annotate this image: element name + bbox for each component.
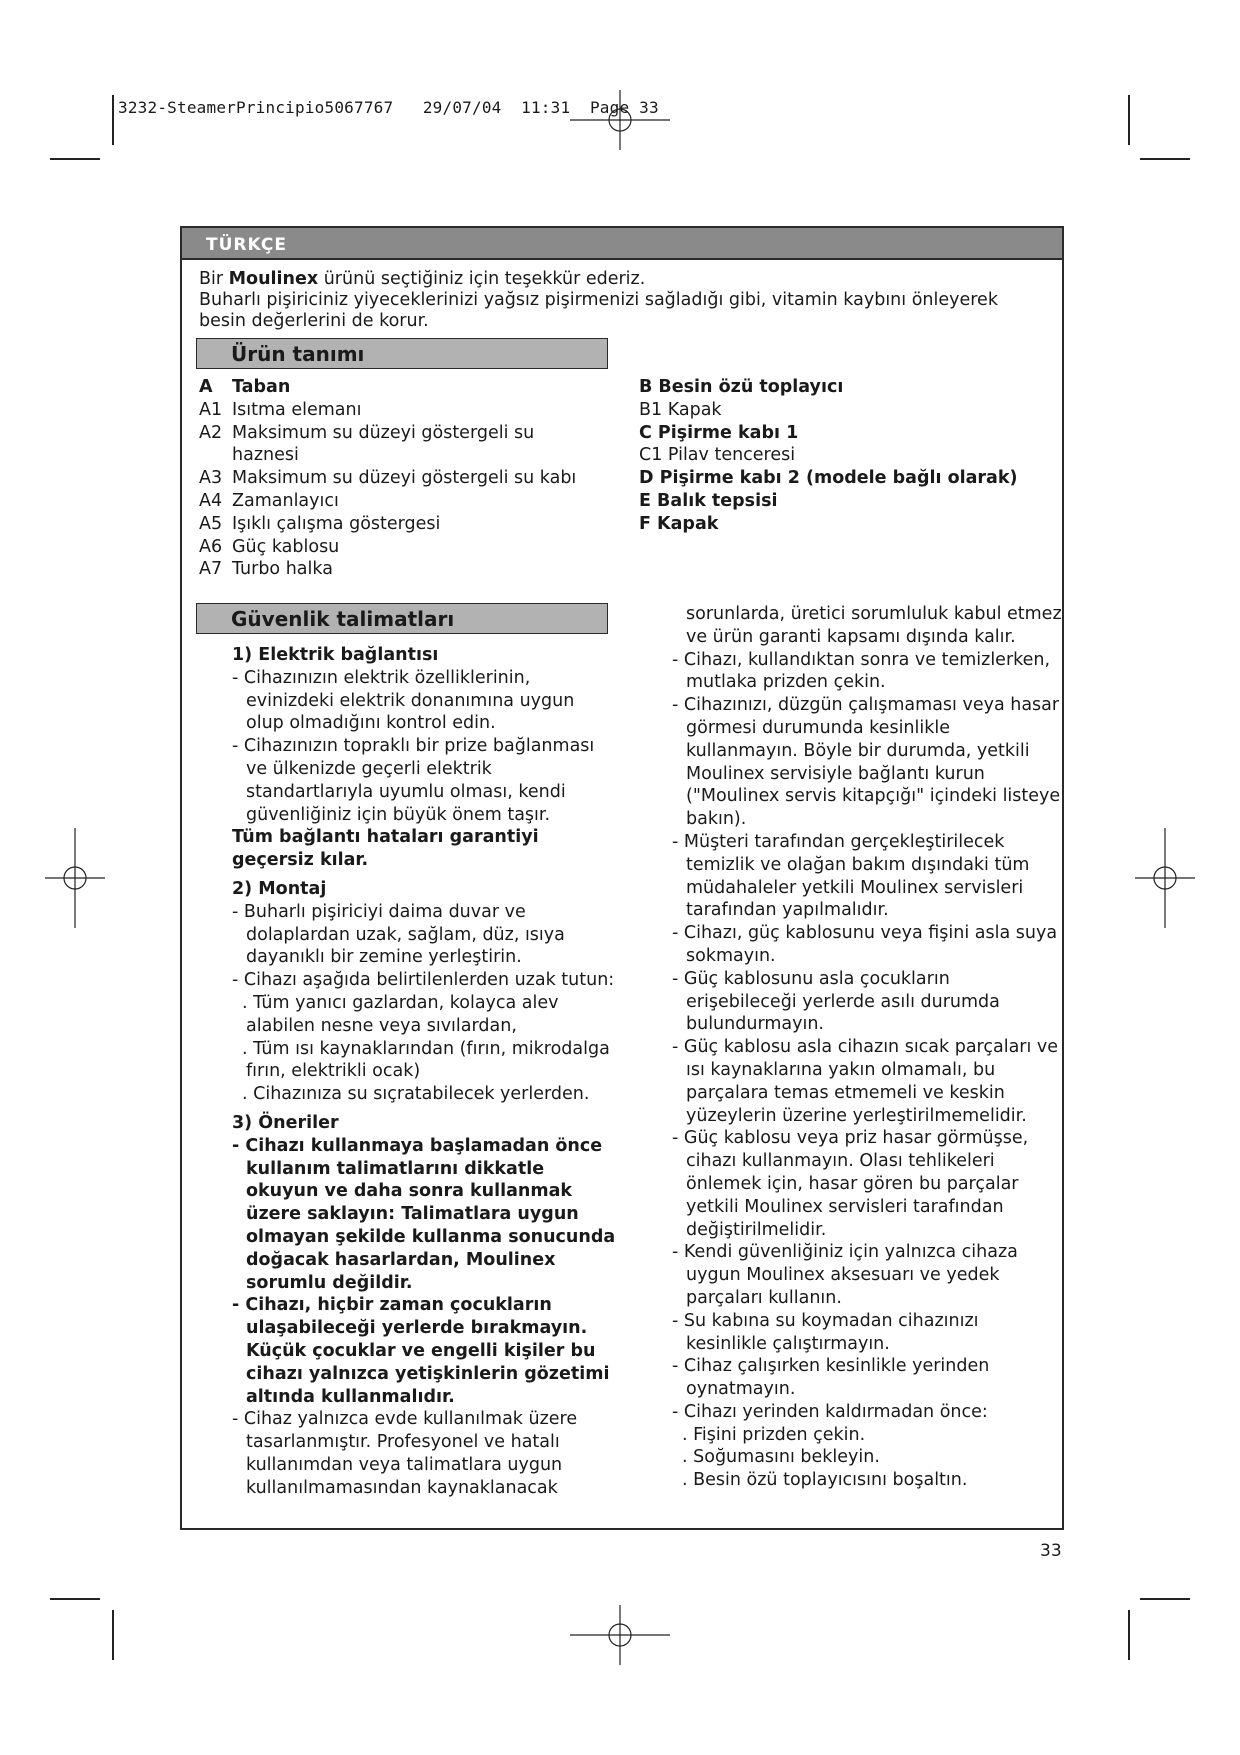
product-item-code: A6 <box>199 536 223 557</box>
product-item: C1 Pilav tenceresi <box>639 445 796 466</box>
product-right-list <box>639 376 1059 536</box>
safety-section-title: Güvenlik talimatları <box>231 607 455 631</box>
product-item-code: A5 <box>199 513 223 534</box>
product-item <box>199 467 599 490</box>
crop-mark-top-left-h <box>50 158 100 160</box>
safety-item: - Cihazı, kullandıktan sonra ve temizlerken, mutlaka prizden çekin. <box>672 649 1051 693</box>
print-slug: 3232-SteamerPrincipio5067767 29/07/04 11:31 Page 33 <box>118 98 659 117</box>
registration-mark-right <box>1135 828 1195 928</box>
safety-left-column <box>232 638 617 1499</box>
crop-mark-bottom-left-h <box>50 1598 100 1600</box>
product-item-code: A4 <box>199 490 223 511</box>
product-item-code: A2 <box>199 422 223 443</box>
product-item <box>199 376 599 399</box>
brand-name: Moulinex <box>228 269 319 289</box>
product-item <box>199 490 599 513</box>
product-item <box>199 399 599 422</box>
safety-item: - Cihazı, güç kablosunu veya fişini asla suya sokmayın. <box>672 923 1058 966</box>
product-section-title: Ürün tanımı <box>231 342 365 366</box>
product-item-label: Işıklı çalışma göstergesi <box>232 513 441 534</box>
intro-line-1 <box>199 269 1049 290</box>
safety-right-column <box>672 603 1062 1492</box>
language-header-bar <box>182 228 1062 260</box>
safety-item-emphasis: - Cihazı kullanmaya başlamadan önce kullanım talimatlarını dikkatle okuyun ve daha sonra kullanmak üzere saklayın: Talimatlara uygun olmayan şekilde kullanma sonucunda doğacak hasarlardan, Moulinex sorumlu değildir. <box>232 1135 616 1293</box>
content-frame <box>180 226 1064 1530</box>
safety-item: - Güç kablosu asla cihazın sıcak parçaları ve ısı kaynaklarına yakın olmamalı, bu parçalara temas etmemeli ve keskin yüzeylerin üzerine yerleştirilmemelidir. <box>672 1037 1059 1126</box>
product-item-label: Güç kablosu <box>232 536 340 557</box>
product-item <box>199 513 599 536</box>
product-item-code: A1 <box>199 399 223 420</box>
safety-subitem: . Besin özü toplayıcısını boşaltın. <box>682 1470 968 1491</box>
crop-mark-bottom-right-v <box>1128 1610 1130 1660</box>
product-item <box>199 422 599 468</box>
intro-line-2: Buharlı pişiriciniz yiyeceklerinizi yağsız pişirmenizi sağladığı gibi, vitamin kaybını önleyerek besin değerlerini de korur. <box>199 290 998 331</box>
product-section-header <box>196 338 608 369</box>
product-item-label: Turbo halka <box>232 559 333 580</box>
crop-mark-top-right-h <box>1140 158 1190 160</box>
product-item-label: Maksimum su düzeyi göstergeli su kabı <box>232 468 577 489</box>
safety-subsection-title: 1) Elektrik bağlantısı <box>232 645 439 665</box>
safety-subitem: . Cihazınıza su sıçratabilecek yerlerden. <box>242 1084 590 1105</box>
registration-mark-top <box>570 90 670 150</box>
product-item-code: A7 <box>199 559 223 580</box>
product-item-label: Zamanlayıcı <box>232 490 339 511</box>
product-item-code: A <box>199 377 213 397</box>
registration-mark-left <box>45 828 105 928</box>
intro-line-1-suffix: ürünü seçtiğiniz için teşekkür ederiz. <box>318 269 646 289</box>
intro-prefix: Bir <box>199 269 229 289</box>
safety-subitem: . Tüm yanıcı gazlardan, kolayca alev alabilen nesne veya sıvılardan, <box>242 992 559 1036</box>
product-item: F Kapak <box>639 513 719 534</box>
language-header: TÜRKÇE <box>206 235 287 255</box>
crop-mark-top-left-v <box>112 95 114 145</box>
product-item: B Besin özü toplayıcı <box>639 377 844 397</box>
safety-item: - Buharlı pişiriciyi daima duvar ve dolaplardan uzak, sağlam, düz, ısıya dayanıklı bir zemine yerleştirin. <box>232 901 565 968</box>
safety-item: - Müşteri tarafından gerçekleştirilecek temizlik ve olağan bakım dışındaki tüm müdahaleler yetkili Moulinex servisleri tarafından yapılmalıdır. <box>672 831 1030 921</box>
product-item: D Pişirme kabı 2 (modele bağlı olarak) <box>639 468 1018 489</box>
safety-item: - Cihazınızın elektrik özelliklerinin, evinizdeki elektrik donanımına uygun olup olmadığını kontrol edin. <box>232 667 575 734</box>
product-item: B1 Kapak <box>639 399 722 420</box>
safety-subitem: . Fişini prizden çekin. <box>682 1424 866 1445</box>
safety-item: - Kendi güvenliğiniz için yalnızca cihaza uygun Moulinex aksesuarı ve yedek parçaları kullanın. <box>672 1242 1018 1308</box>
product-item <box>199 558 599 581</box>
intro-text <box>199 269 1049 332</box>
crop-mark-bottom-left-v <box>112 1610 114 1660</box>
safety-item-emphasis: - Cihazı, hiçbir zaman çocukların ulaşabileceği yerlerde bırakmayın. Küçük çocuklar ve engelli kişiler bu cihazı yalnızca yetişkinlerin gözetimi altında kullanmalıdır. <box>232 1295 610 1407</box>
safety-subsection-title: 2) Montaj <box>232 878 327 899</box>
safety-item: - Güç kablosu veya priz hasar görmüşse, cihazı kullanmayın. Olası tehlikeleri önlemek için, hasar gören bu parçalar yetkili Moulinex servisleri tarafından değiştirilmelidir. <box>672 1128 1029 1240</box>
safety-subitem: . Tüm ısı kaynaklarından (fırın, mikrodalga fırın, elektrikli ocak) <box>242 1038 610 1082</box>
page-number: 33 <box>1040 1541 1062 1561</box>
product-left-list <box>199 376 599 581</box>
product-item: C Pişirme kabı 1 <box>639 422 799 443</box>
product-item-label: Taban <box>232 377 291 397</box>
safety-item: - Su kabına su koymadan cihazınızı kesinlikle çalıştırmayın. <box>672 1310 979 1354</box>
crop-mark-bottom-right-h <box>1140 1598 1190 1600</box>
safety-subsection-title: 3) Öneriler <box>232 1112 339 1133</box>
safety-subitem: . Soğumasını bekleyin. <box>682 1447 880 1468</box>
product-item <box>199 536 599 559</box>
safety-item: - Cihaz çalışırken kesinlikle yerinden oynatmayın. <box>672 1356 990 1400</box>
safety-item: - Cihaz yalnızca evde kullanılmak üzere tasarlanmıştır. Profesyonel ve hatalı kullanımdan veya talimatlara uygun kullanılmamasından kaynaklanacak <box>232 1409 578 1498</box>
safety-item: - Cihazınızı, düzgün çalışmaması veya hasar görmesi durumunda kesinlikle kullanmayın. Böyle bir durumda, yetkili Moulinex servisiyle bağlantı kurun ("Moulinex servis kitapçığı" içindeki listeye bakın). <box>672 695 1061 830</box>
product-item-label: Isıtma elemanı <box>232 399 362 420</box>
safety-item: - Cihazınızın topraklı bir prize bağlanması ve ülkenizde geçerli elektrik standartlarıyla uyumlu olması, kendi güvenliğiniz için büyük önem taşır. <box>232 736 595 825</box>
safety-note: Tüm bağlantı hataları garantiyi geçersiz kılar. <box>232 827 539 871</box>
product-item-label: Maksimum su düzeyi göstergeli su haznesi <box>232 422 535 466</box>
safety-section-header <box>196 603 608 634</box>
product-item-code: A3 <box>199 468 223 489</box>
safety-item: - Güç kablosunu asla çocukların erişebileceği yerlerde asılı durumda bulundurmayın. <box>672 968 1000 1035</box>
safety-continuation: sorunlarda, üretici sorumluluk kabul etmez ve ürün garanti kapsamı dışında kalır. <box>686 604 1062 647</box>
safety-item: - Cihazı aşağıda belirtilenlerden uzak tutun: <box>232 970 615 991</box>
safety-item: - Cihazı yerinden kaldırmadan önce: <box>672 1401 988 1422</box>
crop-mark-top-right-v <box>1128 95 1130 145</box>
product-item: E Balık tepsisi <box>639 490 778 511</box>
registration-mark-bottom <box>570 1605 670 1665</box>
